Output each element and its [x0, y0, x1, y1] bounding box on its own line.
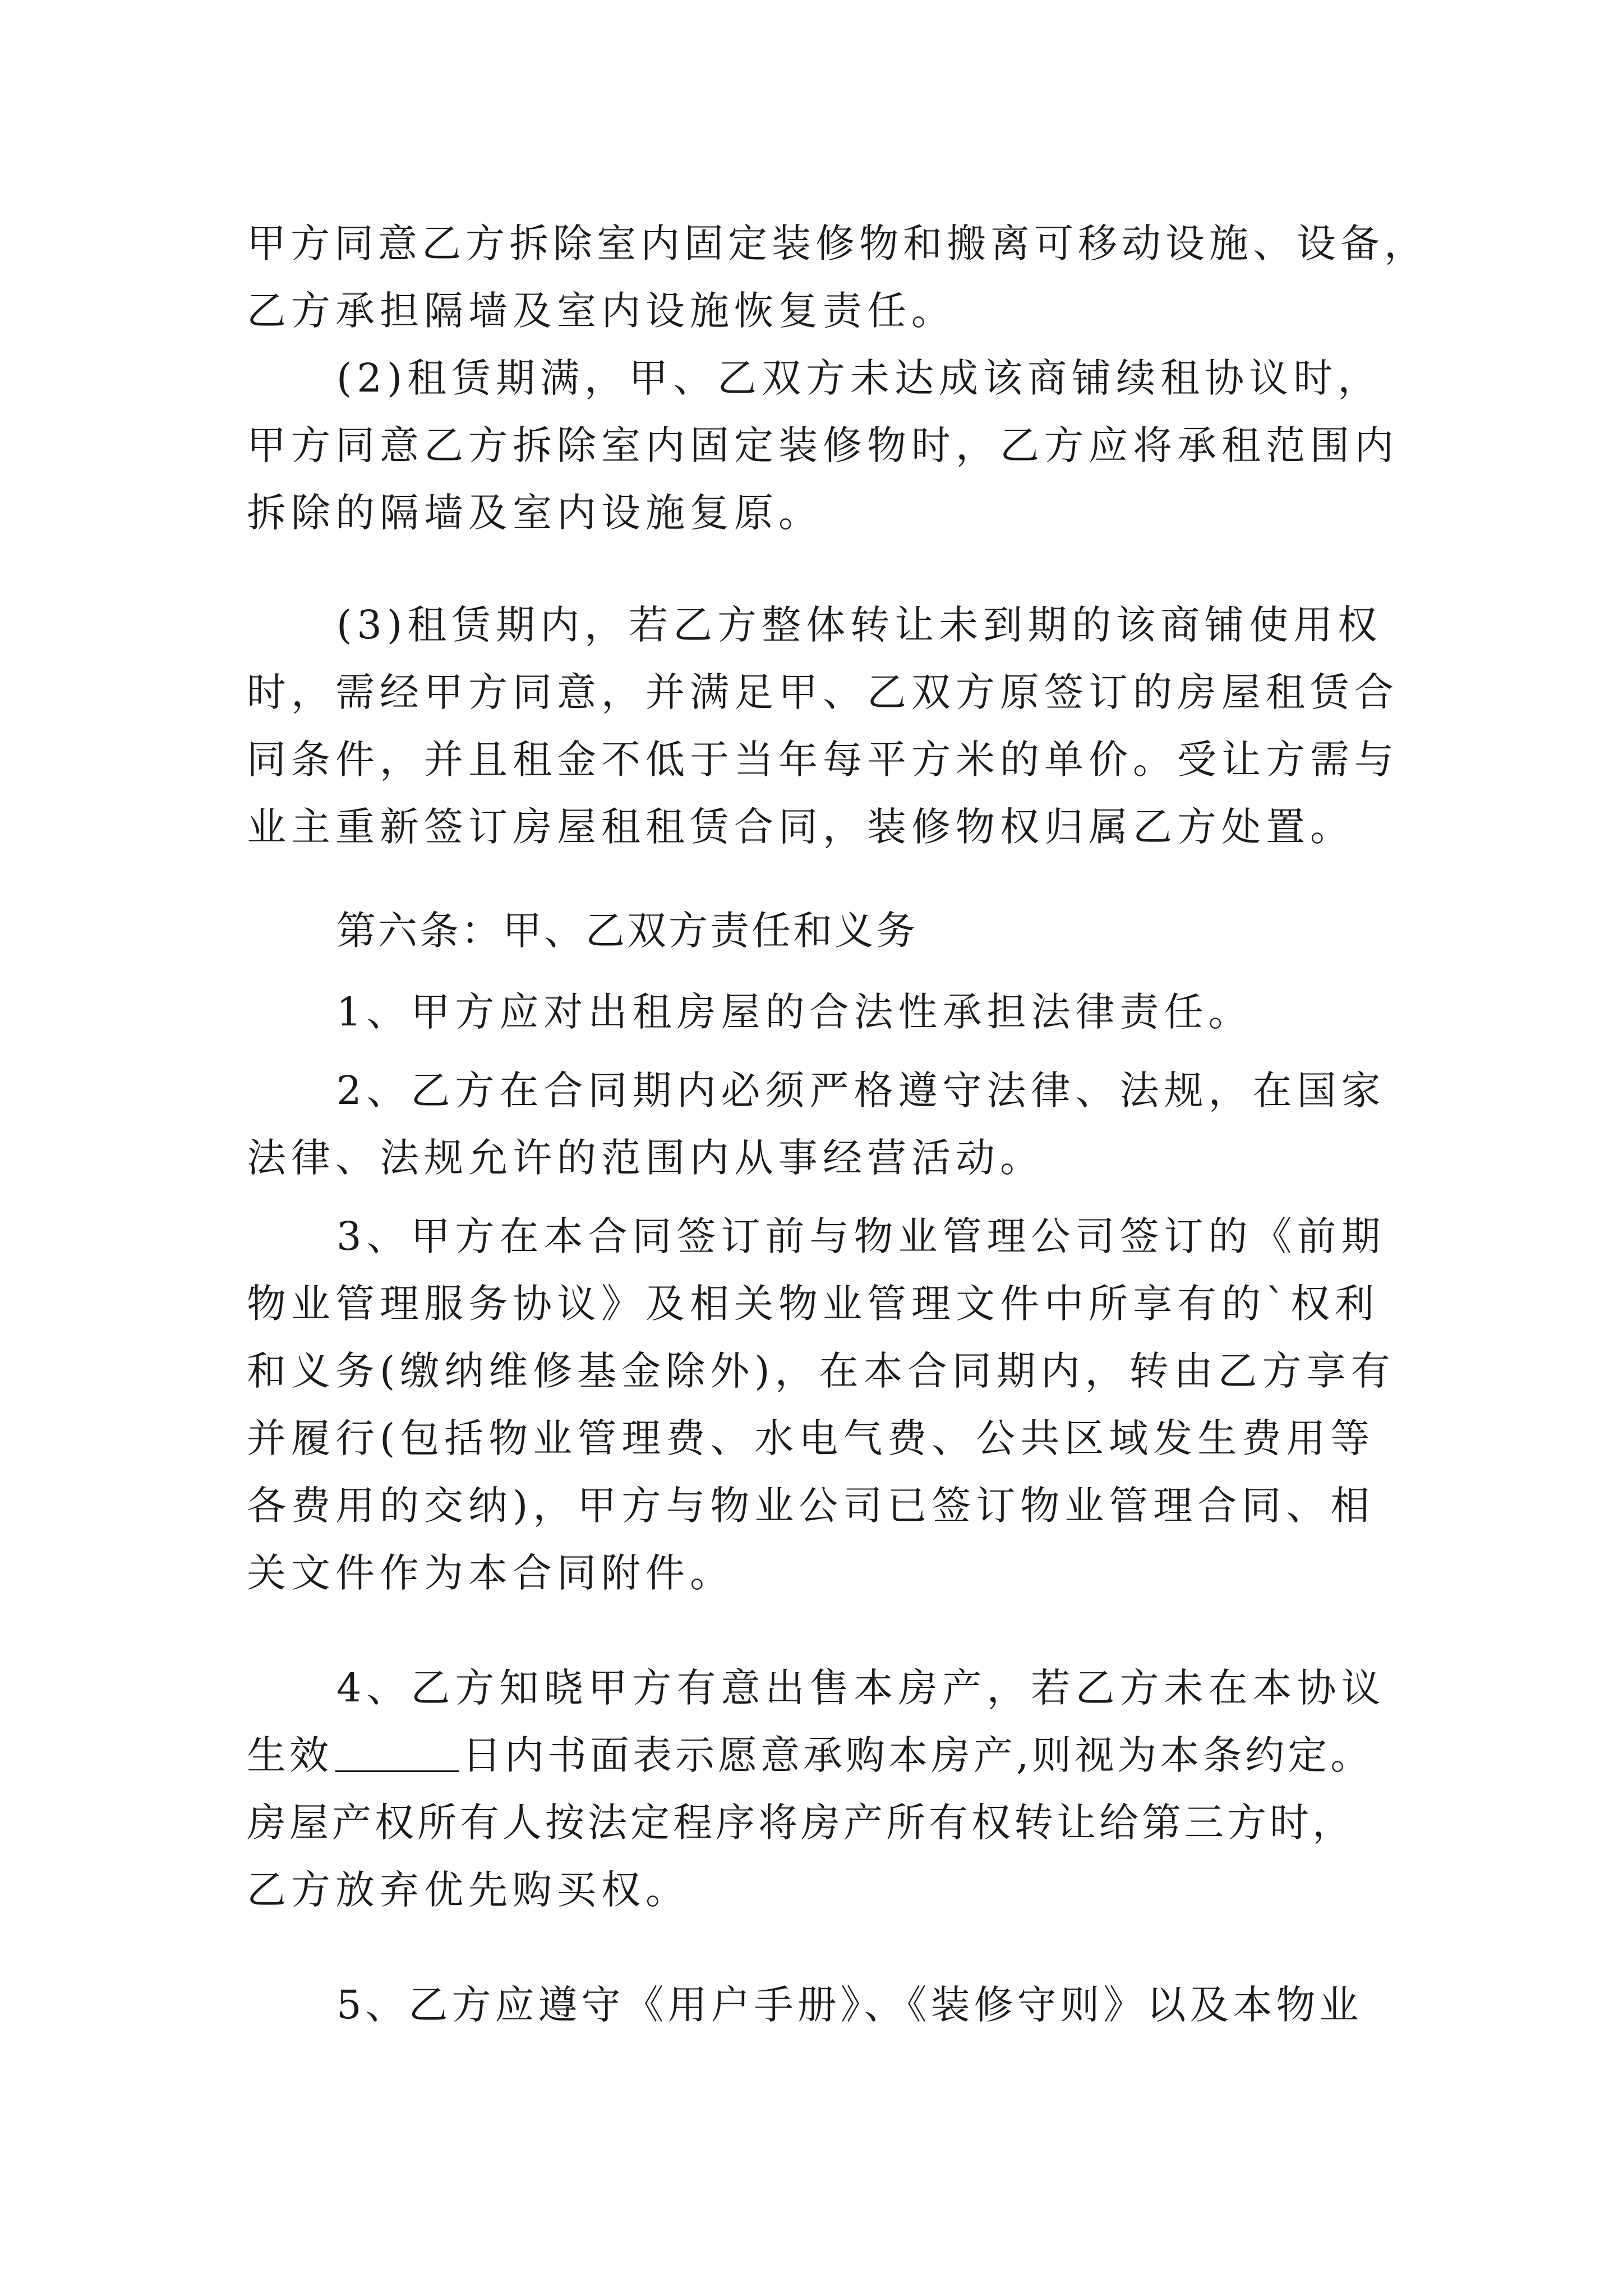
text-line-11: 1、甲方应对出租房屋的合法性承担法律责任。	[336, 989, 1253, 1035]
text-line-19: 关文件作为本合同附件。	[247, 1550, 734, 1596]
text-line-24: 5、乙方应遵守《用户手册》、《装修守则》以及本物业	[336, 1982, 1363, 2028]
text-line-23: 乙方放弃优先购买权。	[247, 1867, 690, 1913]
text-line-20: 4、乙方知晓甲方有意出售本房产，若乙方未在本协议	[336, 1665, 1386, 1711]
text-line-15: 物业管理服务协议》及相关物业管理文件中所享有的`权利	[247, 1281, 1379, 1327]
text-line-17: 并履行(包括物业管理费、水电气费、公共区域发生费用等	[247, 1415, 1375, 1461]
text-line-16: 和义务(缴纳维修基金除外)，在本合同期内，转由乙方享有	[247, 1348, 1395, 1394]
section-heading: 第六条：甲、乙双方责任和义务	[336, 908, 917, 954]
text-line-1: 甲方同意乙方拆除室内固定装修物和搬离可移动设施、设备，	[247, 220, 1428, 266]
text-line-5: 拆除的隔墙及室内设施复原。	[247, 490, 823, 536]
text-line-9: 业主重新签订房屋租租赁合同，装修物权归属乙方处置。	[247, 804, 1354, 850]
text-line-8: 同条件，并且租金不低于当年每平方米的单价。受让方需与	[247, 737, 1399, 783]
text-line-18: 各费用的交纳)，甲方与物业公司已签订物业管理合同、相	[247, 1483, 1375, 1529]
text-line-6: (3)租赁期内，若乙方整体转让未到期的该商铺使用权	[336, 602, 1382, 648]
text-line-2: 乙方承担隔墙及室内设施恢复责任。	[247, 288, 956, 334]
text-line-4: 甲方同意乙方拆除室内固定装修物时，乙方应将承租范围内	[247, 422, 1399, 468]
text-line-14: 3、甲方在本合同签订前与物业管理公司签订的《前期	[336, 1213, 1386, 1259]
text-line-7: 时，需经甲方同意，并满足甲、乙双方原签订的房屋租赁合	[247, 669, 1399, 715]
text-line-12: 2、乙方在合同期内必须严格遵守法律、法规，在国家	[336, 1068, 1386, 1114]
text-line-3: (2)租赁期满，甲、乙双方未达成该商铺续租协议时，	[336, 355, 1382, 401]
text-line-22: 房屋产权所有人按法定程序将房产所有权转让给第三方时，	[247, 1800, 1355, 1846]
fill-in-blank	[335, 1731, 459, 1772]
text-segment-after-blank: 日内书面表示愿意承购本房产,则视为本条约定。	[462, 1732, 1373, 1778]
text-line-13: 法律、法规允许的范围内从事经营活动。	[247, 1135, 1044, 1181]
text-line-21	[247, 1731, 1373, 1780]
text-segment-before-blank: 生效	[247, 1732, 332, 1778]
